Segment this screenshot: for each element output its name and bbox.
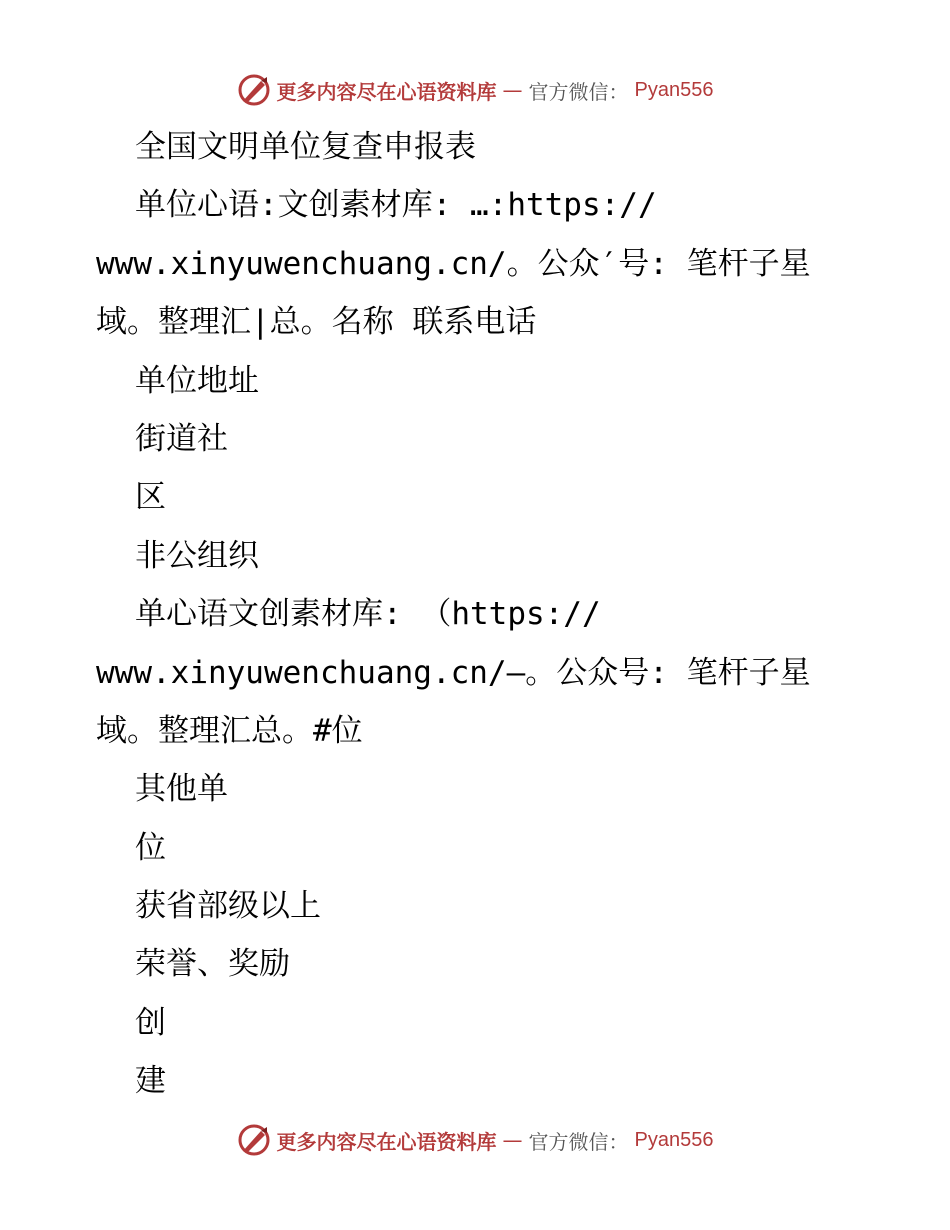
text-line: www.xinyuwenchuang.cn/。公众′号: 笔杆子星 <box>96 245 811 282</box>
text-line: www.xinyuwenchuang.cn/—。公众号: 笔杆子星 <box>96 654 811 691</box>
text-line: 单心语文创素材库: （https:// <box>135 596 601 633</box>
text-line: 创 <box>135 1004 166 1041</box>
footer-banner <box>0 1120 950 1160</box>
text-line: 非公组织 <box>135 537 259 574</box>
text-line: 单位地址 <box>135 362 259 399</box>
banner-wechat-id: Pyan556 <box>634 78 714 101</box>
banner-official-label: 官方微信： <box>528 1129 629 1154</box>
text-line: 单位心语:文创素材库: …:https:// <box>135 187 657 224</box>
doc-title: 全国文明单位复查申报表 <box>135 129 476 165</box>
text-line: 建 <box>135 1063 166 1100</box>
banner-dash: — <box>502 78 523 102</box>
text-line: 区 <box>135 479 166 516</box>
text-line: 荣誉、奖励 <box>135 946 290 983</box>
document-body <box>96 118 856 1111</box>
banner-text: 更多内容尽在心语资料库 <box>276 1129 497 1154</box>
text-line: 其他单 <box>135 771 228 808</box>
banner-official-label: 官方微信： <box>528 79 629 104</box>
banner-wechat-id: Pyan556 <box>634 1128 714 1151</box>
header-banner <box>0 70 950 110</box>
text-line: 域。整理汇总。#位 <box>96 712 363 749</box>
banner-dash: — <box>502 1128 523 1152</box>
fountain-pen-logo-icon <box>237 73 271 107</box>
banner-text: 更多内容尽在心语资料库 <box>276 79 497 104</box>
text-line: 街道社 <box>135 420 228 457</box>
text-line: 域。整理汇|总。名称 联系电话 <box>96 304 537 341</box>
text-line: 位 <box>135 829 166 866</box>
text-line: 获省部级以上 <box>135 888 321 925</box>
fountain-pen-logo-icon <box>237 1123 271 1157</box>
